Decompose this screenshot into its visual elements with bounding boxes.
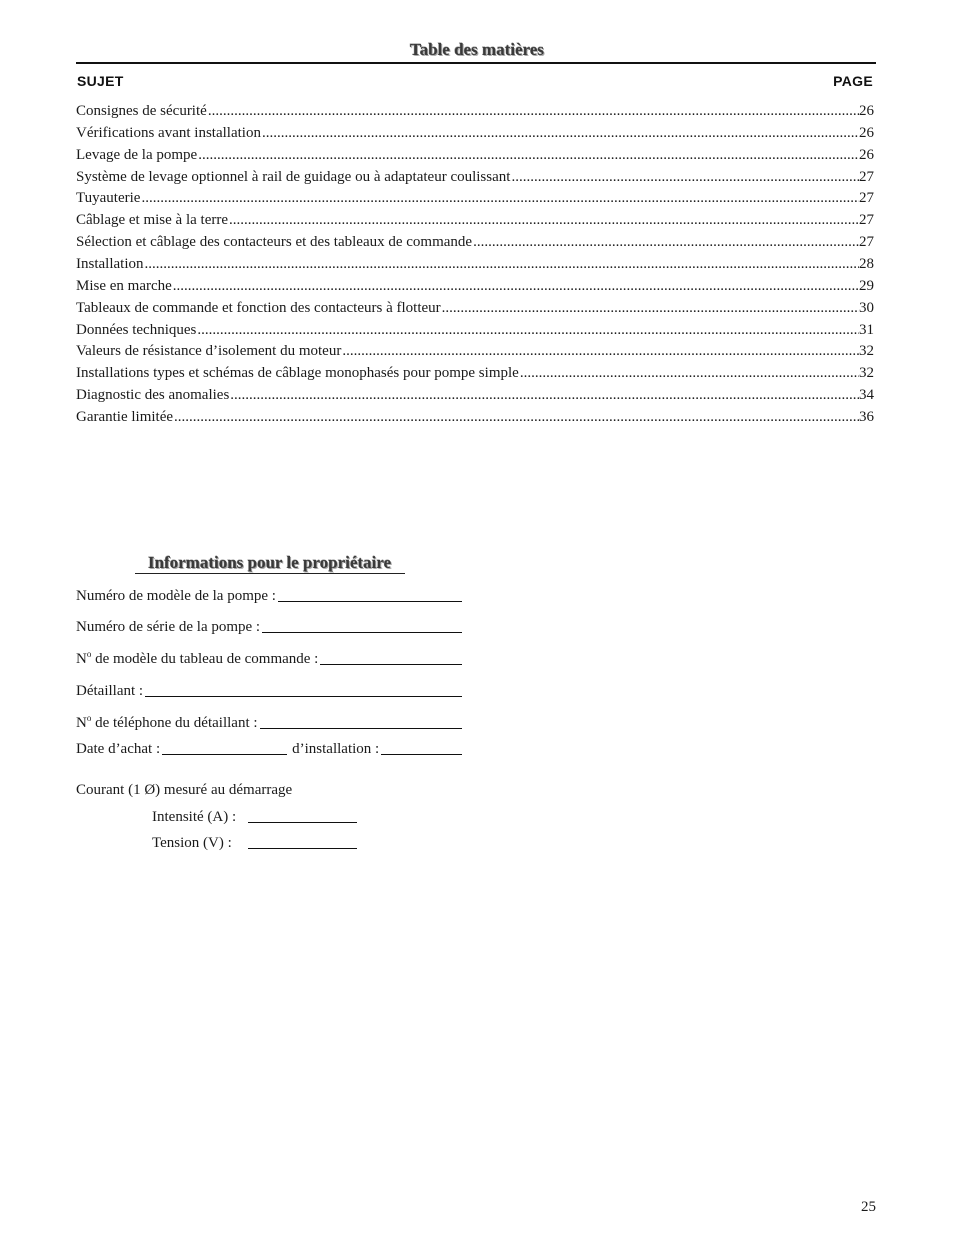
toc-entry-label: Sélection et câblage des contacteurs et des tableaux de commande xyxy=(76,234,473,251)
toc-entry xyxy=(76,341,874,363)
toc-entry-label: Mise en marche xyxy=(76,277,172,294)
toc-entry-label: Tuyauterie xyxy=(76,190,141,207)
toc-entry-page: 27 xyxy=(859,234,874,251)
toc-entry-page: 36 xyxy=(859,409,874,426)
dealer-blank-line xyxy=(145,696,462,697)
toc-entry-page: 27 xyxy=(859,190,874,207)
control-panel-model-label xyxy=(76,650,318,668)
dot-leader xyxy=(341,341,859,363)
voltage-label: Tension (V) : xyxy=(152,835,232,851)
dot-leader xyxy=(207,101,859,123)
toc-entry-page: 32 xyxy=(859,343,874,360)
toc-entry-page: 31 xyxy=(859,321,874,338)
toc-entry xyxy=(76,276,874,298)
dot-leader xyxy=(510,167,859,189)
number-abbrev-superscript: o xyxy=(86,713,92,723)
dealer-phone-label-text: de téléphone du détaillant : xyxy=(91,715,258,731)
toc-entry xyxy=(76,298,874,320)
dot-leader xyxy=(197,145,859,167)
dot-leader xyxy=(196,320,859,342)
voltage-field xyxy=(152,834,357,852)
dealer-phone-field xyxy=(76,714,462,732)
toc-entry-page: 28 xyxy=(859,256,874,273)
dot-leader xyxy=(261,123,859,145)
dot-leader xyxy=(472,232,859,254)
toc-entry-label: Câblage et mise à la terre xyxy=(76,212,229,229)
toc-entry-page: 30 xyxy=(859,299,874,316)
dot-leader xyxy=(228,210,859,232)
control-panel-model-label-text: de modèle du tableau de commande : xyxy=(91,651,319,667)
toc-entry-page: 26 xyxy=(859,103,874,119)
dot-leader xyxy=(441,298,859,320)
toc-entry-page: 27 xyxy=(859,168,874,185)
toc-entry xyxy=(76,385,874,407)
purchase-date-label: Date d’achat : xyxy=(76,741,161,757)
dates-field xyxy=(76,740,462,758)
amperage-blank-line xyxy=(248,822,357,823)
dot-leader xyxy=(229,385,859,407)
dot-leader xyxy=(144,254,860,276)
number-abbrev: N xyxy=(76,715,87,731)
toc-entry xyxy=(76,167,874,189)
install-date-blank-line xyxy=(381,754,462,755)
current-heading: Courant (1 Ø) mesuré au démarrage xyxy=(76,782,293,798)
pump-serial-blank-line xyxy=(262,632,462,633)
toc-entry-label: Installations types et schémas de câblage monophasés pour pompe simple xyxy=(76,365,519,382)
number-abbrev-superscript: o xyxy=(86,649,92,659)
toc-entry-page: 26 xyxy=(859,146,874,163)
control-panel-model-field xyxy=(76,650,462,668)
toc-entry xyxy=(76,145,874,167)
toc-entry xyxy=(76,123,874,145)
amperage-label: Intensité (A) : xyxy=(152,809,237,825)
toc-entry-label: Diagnostic des anomalies xyxy=(76,387,230,404)
dot-leader xyxy=(173,407,859,429)
toc-entry-label: Garantie limitée xyxy=(76,409,174,426)
toc-entry-page: 26 xyxy=(859,124,874,141)
toc-entry xyxy=(76,320,874,342)
purchase-date-blank-line xyxy=(162,754,287,755)
pump-model-field xyxy=(76,587,462,605)
control-panel-model-blank-line xyxy=(320,664,462,665)
toc-entry xyxy=(76,407,874,429)
toc-entry-label: Système de levage optionnel à rail de guidage ou à adaptateur coulissant xyxy=(76,168,511,185)
header-rule xyxy=(76,62,876,64)
toc-title: Table des matières xyxy=(409,40,545,59)
dealer-field xyxy=(76,682,462,700)
toc-list xyxy=(76,101,874,429)
toc-entry-page: 34 xyxy=(859,387,874,404)
dealer-phone-label xyxy=(76,714,258,732)
toc-column-subject: SUJET xyxy=(77,73,124,89)
toc-entry-label: Données techniques xyxy=(76,321,197,338)
toc-entry xyxy=(76,188,874,210)
dot-leader xyxy=(140,188,859,210)
toc-entry xyxy=(76,254,874,276)
pump-serial-field xyxy=(76,618,462,636)
toc-entry xyxy=(76,101,874,123)
pump-model-label: Numéro de modèle de la pompe : xyxy=(76,588,276,604)
toc-entry-label: Consignes de sécurité xyxy=(76,103,207,119)
dot-leader xyxy=(519,363,859,385)
pump-model-blank-line xyxy=(278,601,462,602)
toc-entry-label: Installation xyxy=(76,256,144,273)
dealer-label: Détaillant : xyxy=(76,683,144,699)
toc-entry xyxy=(76,363,874,385)
toc-entry-page: 27 xyxy=(859,212,874,229)
pump-serial-label: Numéro de série de la pompe : xyxy=(76,619,261,635)
dealer-phone-blank-line xyxy=(260,728,462,729)
toc-entry-label: Levage de la pompe xyxy=(76,146,198,163)
toc-entry xyxy=(76,232,874,254)
voltage-blank-line xyxy=(248,848,357,849)
owner-info-title: Informations pour le propriétaire xyxy=(135,553,405,574)
amperage-field xyxy=(152,808,357,826)
page-number: 25 xyxy=(861,1199,876,1215)
toc-entry-label: Tableaux de commande et fonction des contacteurs à flotteur xyxy=(76,299,441,316)
toc-column-page: PAGE xyxy=(833,73,873,89)
toc-entry xyxy=(76,210,874,232)
install-date-label: d’installation : xyxy=(292,741,380,757)
toc-entry-page: 29 xyxy=(859,277,874,294)
dot-leader xyxy=(172,276,859,298)
toc-entry-label: Vérifications avant installation xyxy=(76,124,261,141)
toc-entry-page: 32 xyxy=(859,365,874,382)
number-abbrev: N xyxy=(76,651,87,667)
toc-entry-label: Valeurs de résistance d’isolement du moteur xyxy=(76,343,342,360)
